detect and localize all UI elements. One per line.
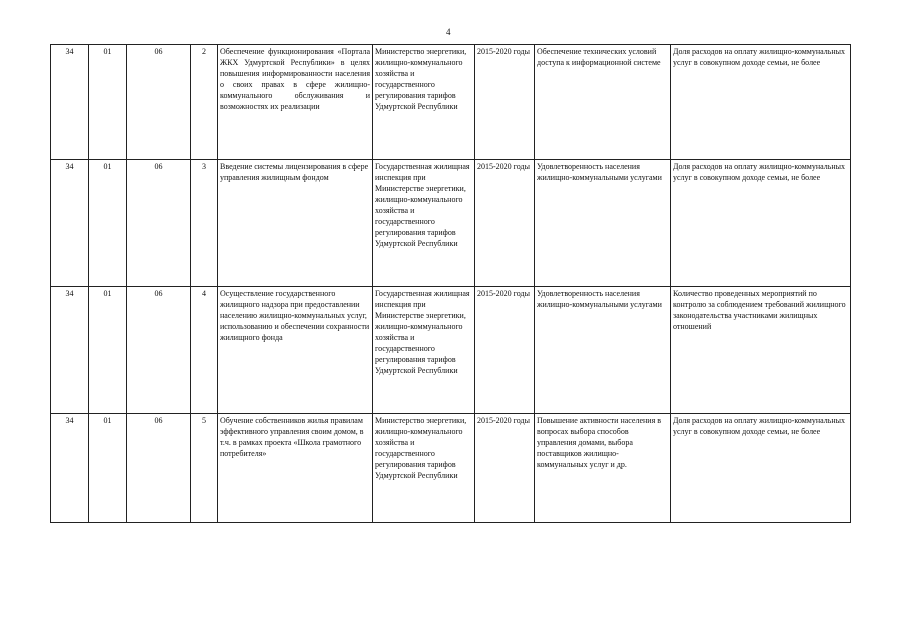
table-row (51, 45, 851, 160)
cell-code-1: 34 (51, 45, 89, 160)
cell-activity-name: Осуществление государственного жилищного надзора при предоставлении населению жилищно-коммунальных услуг, использованию и обеспечении сохранности жилищного фонда (218, 287, 373, 414)
cell-code-3: 06 (127, 45, 191, 160)
cell-code-3: 06 (127, 414, 191, 523)
cell-item-number: 3 (191, 160, 218, 287)
cell-activity-name: Введение системы лицензирования в сфере управления жилищным фондом (218, 160, 373, 287)
cell-expected-result: Обеспечение технических условий доступа к информационной системе (535, 45, 671, 160)
cell-period: 2015-2020 годы (475, 414, 535, 523)
cell-item-number: 5 (191, 414, 218, 523)
table-row (51, 160, 851, 287)
cell-code-1: 34 (51, 287, 89, 414)
cell-period: 2015-2020 годы (475, 45, 535, 160)
cell-executor: Министерство энергетики, жилищно-коммунального хозяйства и государственного регулирования тарифов Удмуртской Республики (373, 45, 475, 160)
cell-code-2: 01 (89, 287, 127, 414)
cell-item-number: 2 (191, 45, 218, 160)
cell-executor: Министерство энергетики, жилищно-коммунального хозяйства и государственного регулирования тарифов Удмуртской Республики (373, 414, 475, 523)
page-number: 4 (446, 27, 451, 37)
cell-code-2: 01 (89, 414, 127, 523)
cell-executor: Государственная жилищная инспекция при Министерстве энергетики, жилищно-коммунального хозяйства и государственного регулирования тарифов Удмуртской Республики (373, 160, 475, 287)
activities-table (50, 44, 851, 523)
cell-activity-name: Обучение собственников жилья правилам эффективного управления своим домом, в т.ч. в рамках проекта «Школа грамотного потребителя» (218, 414, 373, 523)
cell-indicator: Доля расходов на оплату жилищно-коммунальных услуг в совокупном доходе семьи, не более (671, 45, 851, 160)
cell-indicator: Количество проведенных мероприятий по контролю за соблюдением требований жилищного законодательства участниками жилищных отношений (671, 287, 851, 414)
cell-code-2: 01 (89, 45, 127, 160)
cell-expected-result: Удовлетворенность населения жилищно-коммунальными услугами (535, 287, 671, 414)
table-row (51, 287, 851, 414)
cell-item-number: 4 (191, 287, 218, 414)
cell-code-1: 34 (51, 414, 89, 523)
cell-activity-name: Обеспечение функционирования «Портала ЖКХ Удмуртской Республики» в целях повышения информированности населения о своих правах в сфере жилищно-коммунального обслуживания и возможностях их реализации (218, 45, 373, 160)
cell-code-3: 06 (127, 287, 191, 414)
table-row (51, 414, 851, 523)
cell-expected-result: Повышение активности населения в вопросах выбора способов управления домами, выбора поставщиков жилищно-коммунальных услуг и др. (535, 414, 671, 523)
cell-expected-result: Удовлетворенность населения жилищно-коммунальными услугами (535, 160, 671, 287)
cell-period: 2015-2020 годы (475, 287, 535, 414)
cell-code-3: 06 (127, 160, 191, 287)
cell-executor: Государственная жилищная инспекция при Министерстве энергетики, жилищно-коммунального хозяйства и государственного регулирования тарифов Удмуртской Республики (373, 287, 475, 414)
cell-indicator: Доля расходов на оплату жилищно-коммунальных услуг в совокупном доходе семьи, не более (671, 160, 851, 287)
cell-indicator: Доля расходов на оплату жилищно-коммунальных услуг в совокупном доходе семьи, не более (671, 414, 851, 523)
cell-period: 2015-2020 годы (475, 160, 535, 287)
cell-code-2: 01 (89, 160, 127, 287)
cell-code-1: 34 (51, 160, 89, 287)
